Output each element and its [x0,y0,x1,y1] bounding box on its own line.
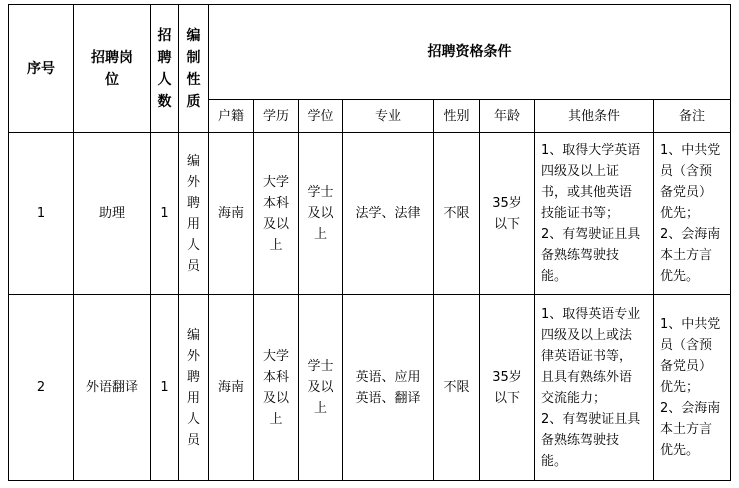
cell-huji: 海南 [209,295,254,481]
subheader-age: 年龄 [480,100,535,133]
cell-seq: 2 [9,295,74,481]
cell-count: 1 [151,133,179,295]
header-row [9,5,731,100]
cell-position: 外语翻译 [74,295,151,481]
subheader-degree: 学位 [299,100,343,133]
cell-major: 法学、法律 [343,133,434,295]
cell-remark: 1、中共党 员（含预 备党员） 优先； 2、会海南 本土方言 优先。 [654,133,731,295]
cell-remark: 1、中共党 员（含预 备党员） 优先； 2、会海南 本土方言 优先。 [654,295,731,481]
cell-age: 35岁 以下 [480,295,535,481]
cell-education: 大学 本科 及以 上 [254,133,299,295]
subheader-remark: 备注 [654,100,731,133]
cell-gender: 不限 [434,295,480,481]
header-count: 招 聘 人 数 [151,5,179,133]
cell-huji: 海南 [209,133,254,295]
cell-nature: 编 外 聘 用 人 员 [179,295,209,481]
table-row [9,295,731,481]
cell-nature: 编 外 聘 用 人 员 [179,133,209,295]
cell-major: 英语、应用 英语、翻译 [343,295,434,481]
recruitment-table [8,4,731,481]
cell-degree: 学士 及以 上 [299,295,343,481]
cell-age: 35岁 以下 [480,133,535,295]
subheader-huji: 户籍 [209,100,254,133]
cell-gender: 不限 [434,133,480,295]
subheader-education: 学历 [254,100,299,133]
subheader-gender: 性别 [434,100,480,133]
cell-degree: 学士 及以 上 [299,133,343,295]
cell-other: 1、取得大学英语 四级及以上证 书，或其他英语 技能证书等； 2、有驾驶证且具 备熟练驾驶技 能。 [535,133,654,295]
header-seq: 序号 [9,5,74,133]
cell-other: 1、取得英语专业 四级及以上或法 律英语证书等， 且具有熟练外语 交流能力； 2、有驾驶证且具 备熟练驾驶技 能。 [535,295,654,481]
header-nature: 编 制 性 质 [179,5,209,133]
cell-seq: 1 [9,133,74,295]
subheader-major: 专业 [343,100,434,133]
cell-education: 大学 本科 及以 上 [254,295,299,481]
header-position: 招聘岗 位 [74,5,151,133]
cell-position: 助理 [74,133,151,295]
subheader-other: 其他条件 [535,100,654,133]
table-row [9,133,731,295]
header-qualifications: 招聘资格条件 [209,5,731,100]
cell-count: 1 [151,295,179,481]
